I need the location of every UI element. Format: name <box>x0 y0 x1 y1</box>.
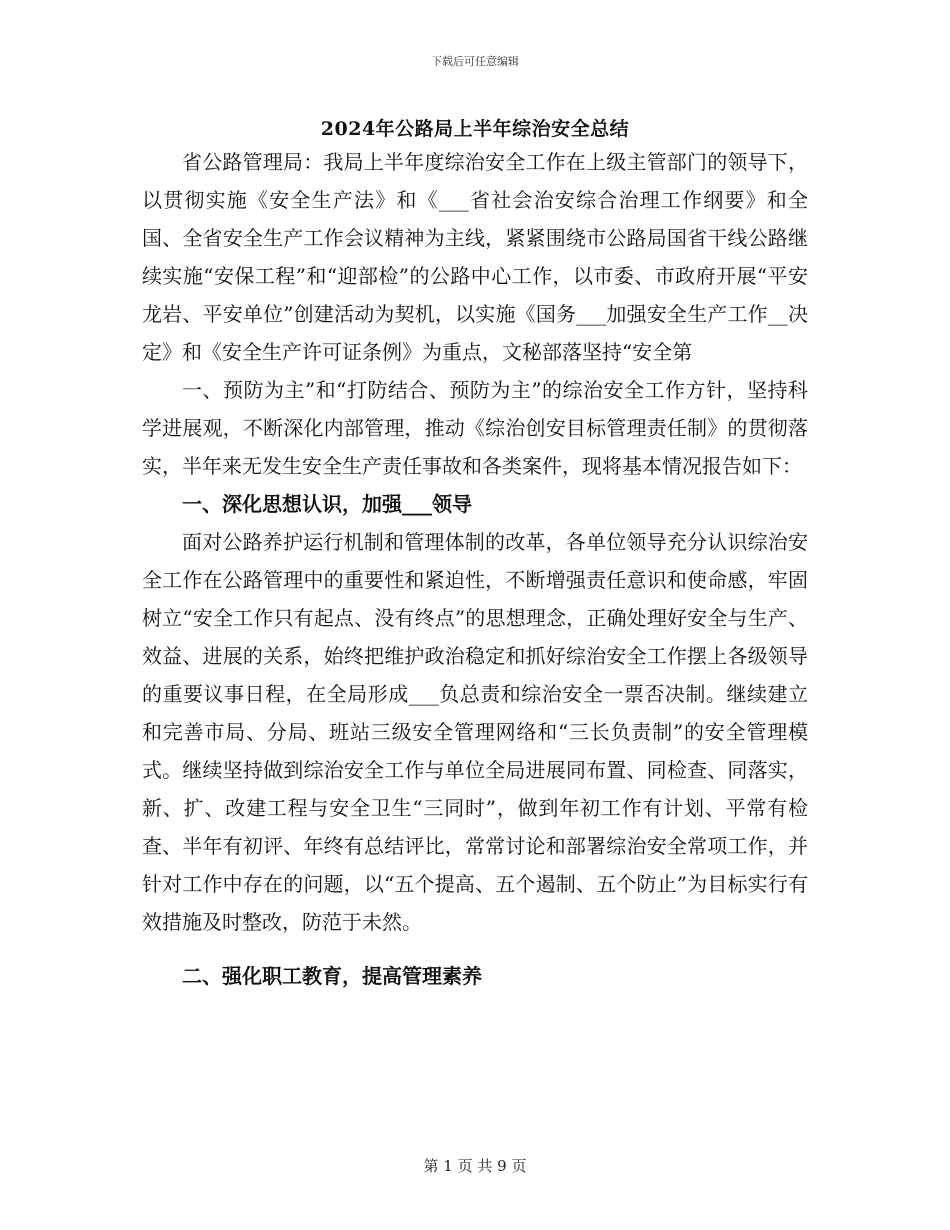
section-2-heading: 二、强化职工教育，提高管理素养 <box>182 964 482 988</box>
section-1-paragraph: 面对公路养护运行机制和管理体制的改革，各单位领导充分认识综治安全工作在公路管理中的重要性和紧迫性，不断增强责任意识和使命感，牢固树立“安全工作只有起点、没有终点”的思想理念，正确处理好安全与生产、效益、进展的关系，始终把维护政治稳定和抓好综治安全工作摆上各级领导的重要议事日程，在全局形成___负总责和综治安全一票否决制。继续建立和完善市局、分局、班站三级安全管理网络和“三长负责制”的安全管理模式。继续坚持做到综治安全工作与单位全局进展同布置、同检查、同落实，新、扩、改建工程与安全卫生“三同时”，做到年初工作有计划、平常有检查、半年有初评、年终有总结评比，常常讨论和部署综治安全常项工作，并针对工作中存在的问题，以“五个提高、五个遏制、五个防止”为目标实行有效措施及时整改，防范于未然。 <box>142 530 808 934</box>
header-note: 下载后可任意编辑 <box>431 55 519 68</box>
document-body <box>142 143 808 995</box>
section-1-heading: 一、深化思想认识，加强___领导 <box>182 492 472 516</box>
intro-paragraph-continued: 一、预防为主”和“打防结合、预防为主”的综治安全工作方针，坚持科学进展观，不断深化内部管理，推动《综治创安目标管理责任制》的贯彻落实，半年来无发生安全生产责任事故和各类案件，现将基本情况报告如下： <box>142 378 808 478</box>
intro-paragraph: 省公路管理局：我局上半年度综治安全工作在上级主管部门的领导下，以贯彻实施《安全生产法》和《___省社会治安综合治理工作纲要》和全国、全省安全生产工作会议精神为主线，紧紧围绕市公路局国省干线公路继续实施“安保工程”和“迎部检”的公路中心工作，以市委、市政府开展“平安龙岩、平安单位”创建活动为契机，以实施《国务___加强安全生产工作__决定》和《安全生产许可证条例》为重点，文秘部落坚持“安全第 <box>142 150 808 364</box>
page-number: 第 1 页 共 9 页 <box>423 1157 527 1175</box>
document-title: 2024年公路局上半年综治安全总结 <box>320 118 630 140</box>
